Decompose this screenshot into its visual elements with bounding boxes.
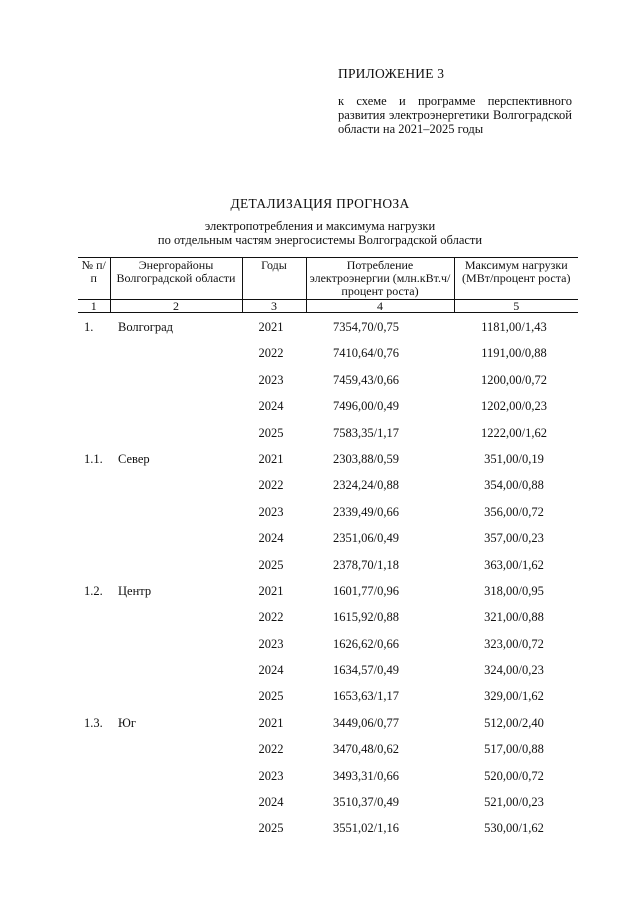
row-year: 2024: [258, 795, 284, 810]
row-max-load: 1202,00/0,23: [481, 399, 547, 414]
row-max-load: 521,00/0,23: [484, 795, 544, 810]
row-consumption: 7496,00/0,49: [333, 399, 399, 414]
row-max-load: 512,00/2,40: [484, 715, 544, 730]
table-row: [78, 580, 578, 606]
forecast-table-body: [78, 316, 578, 844]
table-row: [78, 474, 578, 500]
row-max-load: 351,00/0,19: [484, 451, 544, 466]
row-number: 1.1.: [84, 451, 103, 466]
row-max-load: 1181,00/1,43: [481, 320, 547, 334]
table-row: [78, 501, 578, 527]
row-max-load: 1200,00/0,72: [481, 372, 547, 387]
table-row: [78, 659, 578, 685]
row-consumption: 2378,70/1,18: [333, 557, 399, 572]
row-year: 2021: [258, 451, 284, 466]
table-row: [78, 738, 578, 764]
row-number: 1.: [84, 320, 94, 334]
header-consumption: Потребление электроэнергии (млн.кВт.ч/процент роста): [306, 258, 454, 300]
row-max-load: 321,00/0,88: [484, 610, 544, 625]
row-max-load: 318,00/0,95: [484, 583, 544, 598]
table-row: [78, 448, 578, 474]
row-max-load: 354,00/0,88: [484, 478, 544, 493]
row-consumption: 7459,43/0,66: [333, 372, 399, 387]
appendix-title: ПРИЛОЖЕНИЕ 3: [338, 66, 445, 81]
row-max-load: 324,00/0,23: [484, 663, 544, 678]
row-consumption: 3470,48/0,62: [333, 742, 399, 757]
table-row: [78, 712, 578, 738]
row-consumption: 1653,63/1,17: [333, 689, 399, 704]
header-years: Годы: [242, 258, 306, 300]
row-year: 2021: [258, 320, 284, 334]
row-consumption: 3449,06/0,77: [333, 715, 399, 730]
row-year: 2022: [258, 610, 284, 625]
row-year: 2025: [258, 821, 284, 836]
row-year: 2025: [258, 689, 284, 704]
row-region: Волгоград: [118, 320, 174, 334]
row-max-load: 356,00/0,72: [484, 504, 544, 519]
row-consumption: 1626,62/0,66: [333, 636, 399, 651]
column-number-2: 2: [110, 300, 242, 313]
row-consumption: 3493,31/0,66: [333, 768, 399, 783]
header-number: № п/п: [78, 258, 110, 300]
subtitle-line-2: по отдельным частям энергосистемы Волгоградской области: [157, 233, 483, 247]
column-number-1: 1: [78, 300, 110, 313]
row-consumption: 1634,57/0,49: [333, 663, 399, 678]
row-year: 2023: [258, 636, 284, 651]
row-consumption: 3551,02/1,16: [333, 821, 399, 836]
row-max-load: 363,00/1,62: [484, 557, 544, 572]
subtitle-line-1: электропотребления и максимума нагрузки: [204, 219, 436, 233]
row-max-load: 329,00/1,62: [484, 689, 544, 704]
row-year: 2023: [258, 372, 284, 387]
table-row: [78, 606, 578, 632]
document-subtitle: [0, 219, 640, 247]
row-year: 2024: [258, 663, 284, 678]
forecast-table-header: [78, 257, 578, 313]
row-max-load: 357,00/0,23: [484, 531, 544, 546]
header-max-load: Максимум нагрузки (МВт/процент роста): [454, 258, 578, 300]
row-consumption: 7583,35/1,17: [333, 425, 399, 440]
table-row: [78, 316, 578, 342]
row-consumption: 2303,88/0,59: [333, 451, 399, 466]
table-row: [78, 765, 578, 791]
row-consumption: 2339,49/0,66: [333, 504, 399, 519]
table-row: [78, 633, 578, 659]
row-consumption: 3510,37/0,49: [333, 795, 399, 810]
row-max-load: 1222,00/1,62: [481, 425, 547, 440]
table-row: [78, 527, 578, 553]
table-row: [78, 791, 578, 817]
table-row: [78, 422, 578, 448]
row-region: Север: [118, 451, 150, 466]
table-row: [78, 342, 578, 368]
row-consumption: 7354,70/0,75: [333, 320, 399, 334]
column-number-4: 4: [306, 300, 454, 313]
row-year: 2022: [258, 478, 284, 493]
header-region: Энергорайоны Волгоградской области: [110, 258, 242, 300]
table-row: [78, 554, 578, 580]
row-number: 1.2.: [84, 583, 103, 598]
row-number: 1.3.: [84, 715, 103, 730]
row-consumption: 1615,92/0,88: [333, 610, 399, 625]
row-consumption: 7410,64/0,76: [333, 346, 399, 361]
row-year: 2025: [258, 425, 284, 440]
row-year: 2025: [258, 557, 284, 572]
row-year: 2024: [258, 399, 284, 414]
appendix-note: к схеме и программе перспективного развития электроэнергетики Волгоградской области на 2021–2025 годы: [338, 94, 572, 136]
row-max-load: 517,00/0,88: [484, 742, 544, 757]
document-title: ДЕТАЛИЗАЦИЯ ПРОГНОЗА: [230, 196, 410, 211]
column-number-3: 3: [242, 300, 306, 313]
row-year: 2021: [258, 583, 284, 598]
row-year: 2023: [258, 768, 284, 783]
row-consumption: 2324,24/0,88: [333, 478, 399, 493]
row-consumption: 1601,77/0,96: [333, 583, 399, 598]
table-row: [78, 395, 578, 421]
row-consumption: 2351,06/0,49: [333, 531, 399, 546]
row-max-load: 1191,00/0,88: [481, 346, 547, 361]
column-number-5: 5: [454, 300, 578, 313]
table-row: [78, 685, 578, 711]
row-year: 2022: [258, 742, 284, 757]
row-region: Юг: [118, 715, 136, 730]
row-year: 2023: [258, 504, 284, 519]
row-max-load: 530,00/1,62: [484, 821, 544, 836]
table-row: [78, 817, 578, 843]
row-max-load: 520,00/0,72: [484, 768, 544, 783]
row-max-load: 323,00/0,72: [484, 636, 544, 651]
row-year: 2021: [258, 715, 284, 730]
table-row: [78, 369, 578, 395]
row-region: Центр: [118, 583, 152, 598]
row-year: 2022: [258, 346, 284, 361]
row-year: 2024: [258, 531, 284, 546]
